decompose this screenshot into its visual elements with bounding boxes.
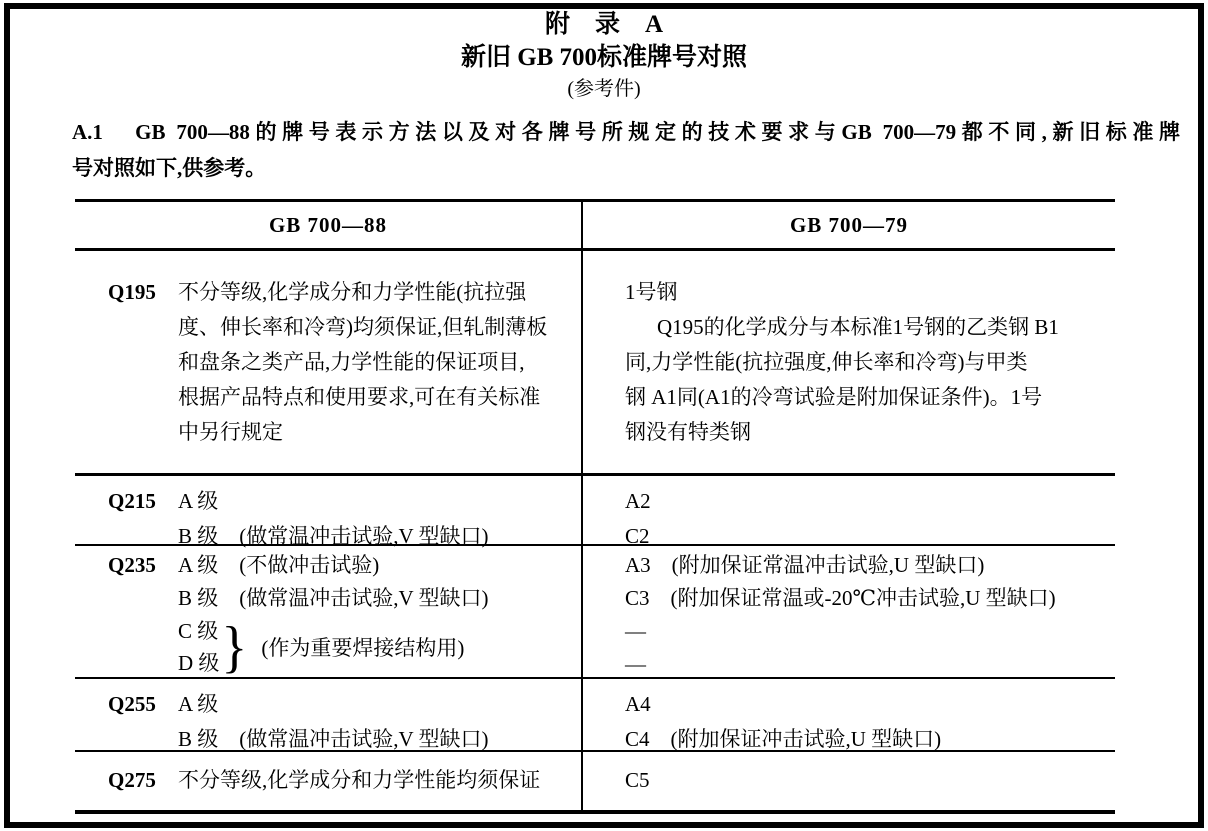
q235-left-cell [75,546,583,681]
table-row-q275 [75,750,1115,810]
cell-line: A 级 (不做冲击试验) [178,553,380,577]
q255-description [178,687,581,757]
cell-line: Q195的化学成分与本标准1号钢的乙类钢 B1 [657,315,1059,339]
cell-line: 不分等级,化学成分和力学性能(抗拉强 [178,280,527,304]
cell-line: A 级 [178,489,219,513]
cell-line: 度、伸长率和冷弯)均须保证,但轧制薄板 [178,315,548,339]
q195-left-cell [75,251,583,473]
cd-grade-labels [178,615,219,679]
reference-note: (参考件) [567,78,641,100]
grade-label-q235: Q235 [108,553,156,577]
column-header-gb700-79: GB 700—79 [789,212,909,237]
cell-line: 1号钢 [625,280,678,304]
q215-description [178,484,581,554]
q195-description [178,275,581,450]
q215-right-cell [583,476,1115,554]
curly-brace-icon: } [221,615,248,679]
cell-line: 钢没有特类钢 [625,420,751,444]
q255-left-cell [75,679,583,757]
cell-line: — [625,619,646,643]
q275-description [178,763,581,798]
document-page [10,10,1198,821]
cell-line: B 级 (做常温冲击试验,V 型缺口) [178,727,489,751]
q195-right-cell [583,251,1115,473]
cell-line: 和盘条之类产品,力学性能的保证项目, [178,350,525,374]
clause-a1-line-2: 号对照如下,供参考。 [72,156,267,180]
cell-line: D 级 [178,651,220,675]
table-header-row [75,202,1115,248]
grade-label-q215: Q215 [108,489,156,513]
clause-a1 [72,114,1180,186]
cell-line: 根据产品特点和使用要求,可在有关标准 [178,385,541,409]
clause-a1-line-1: A.1 GB 700—88的牌号表示方法以及对各牌号所规定的技术要求与GB 700—79都不同,新旧标准牌 [72,120,1180,144]
cell-line: B 级 (做常温冲击试验,V 型缺口) [178,524,489,548]
column-header-gb700-88: GB 700—88 [75,202,583,248]
table-row-q235 [75,544,1115,677]
cell-line: C4 (附加保证冲击试验,U 型缺口) [625,727,942,751]
cell-line: — [625,652,646,676]
table-row-q195 [75,248,1115,473]
table-row-q255 [75,677,1115,750]
cell-line: B 级 (做常温冲击试验,V 型缺口) [178,586,489,610]
cell-line: C5 [625,768,650,792]
appendix-subtitle: 新旧 GB 700标准牌号对照 [460,44,748,71]
cell-line: A3 (附加保证常温冲击试验,U 型缺口) [625,553,985,577]
cell-line: A 级 [178,692,219,716]
table-row-q215 [75,473,1115,548]
cell-line: 钢 A1同(A1的冷弯试验是附加保证条件)。1号 [625,385,1043,409]
q255-right-cell [583,679,1115,757]
q275-left-cell [75,752,583,810]
cd-grade-brace-group [178,615,581,679]
q275-right-cell [583,752,1115,810]
cell-line: 不分等级,化学成分和力学性能均须保证 [178,768,541,792]
grade-label-q195: Q195 [108,280,156,304]
cell-line: 中另行规定 [178,420,283,444]
grade-label-q275: Q275 [108,768,156,792]
cell-line: C2 [625,524,650,548]
cell-line: C3 (附加保证常温或-20℃冲击试验,U 型缺口) [625,586,1056,610]
cell-line: A2 [625,489,651,513]
grade-comparison-table [75,199,1115,814]
cell-line: 同,力学性能(抗拉强度,伸长率和冷弯)与甲类 [625,350,1028,374]
appendix-title: 附 录 A [544,11,664,38]
grade-label-q255: Q255 [108,692,156,716]
q235-right-cell [583,546,1115,681]
cd-grade-note: (作为重要焊接结构用) [261,636,465,660]
q215-left-cell [75,476,583,554]
q235-description [178,549,581,679]
cell-line: C 级 [178,619,219,643]
cell-line: A4 [625,692,651,716]
